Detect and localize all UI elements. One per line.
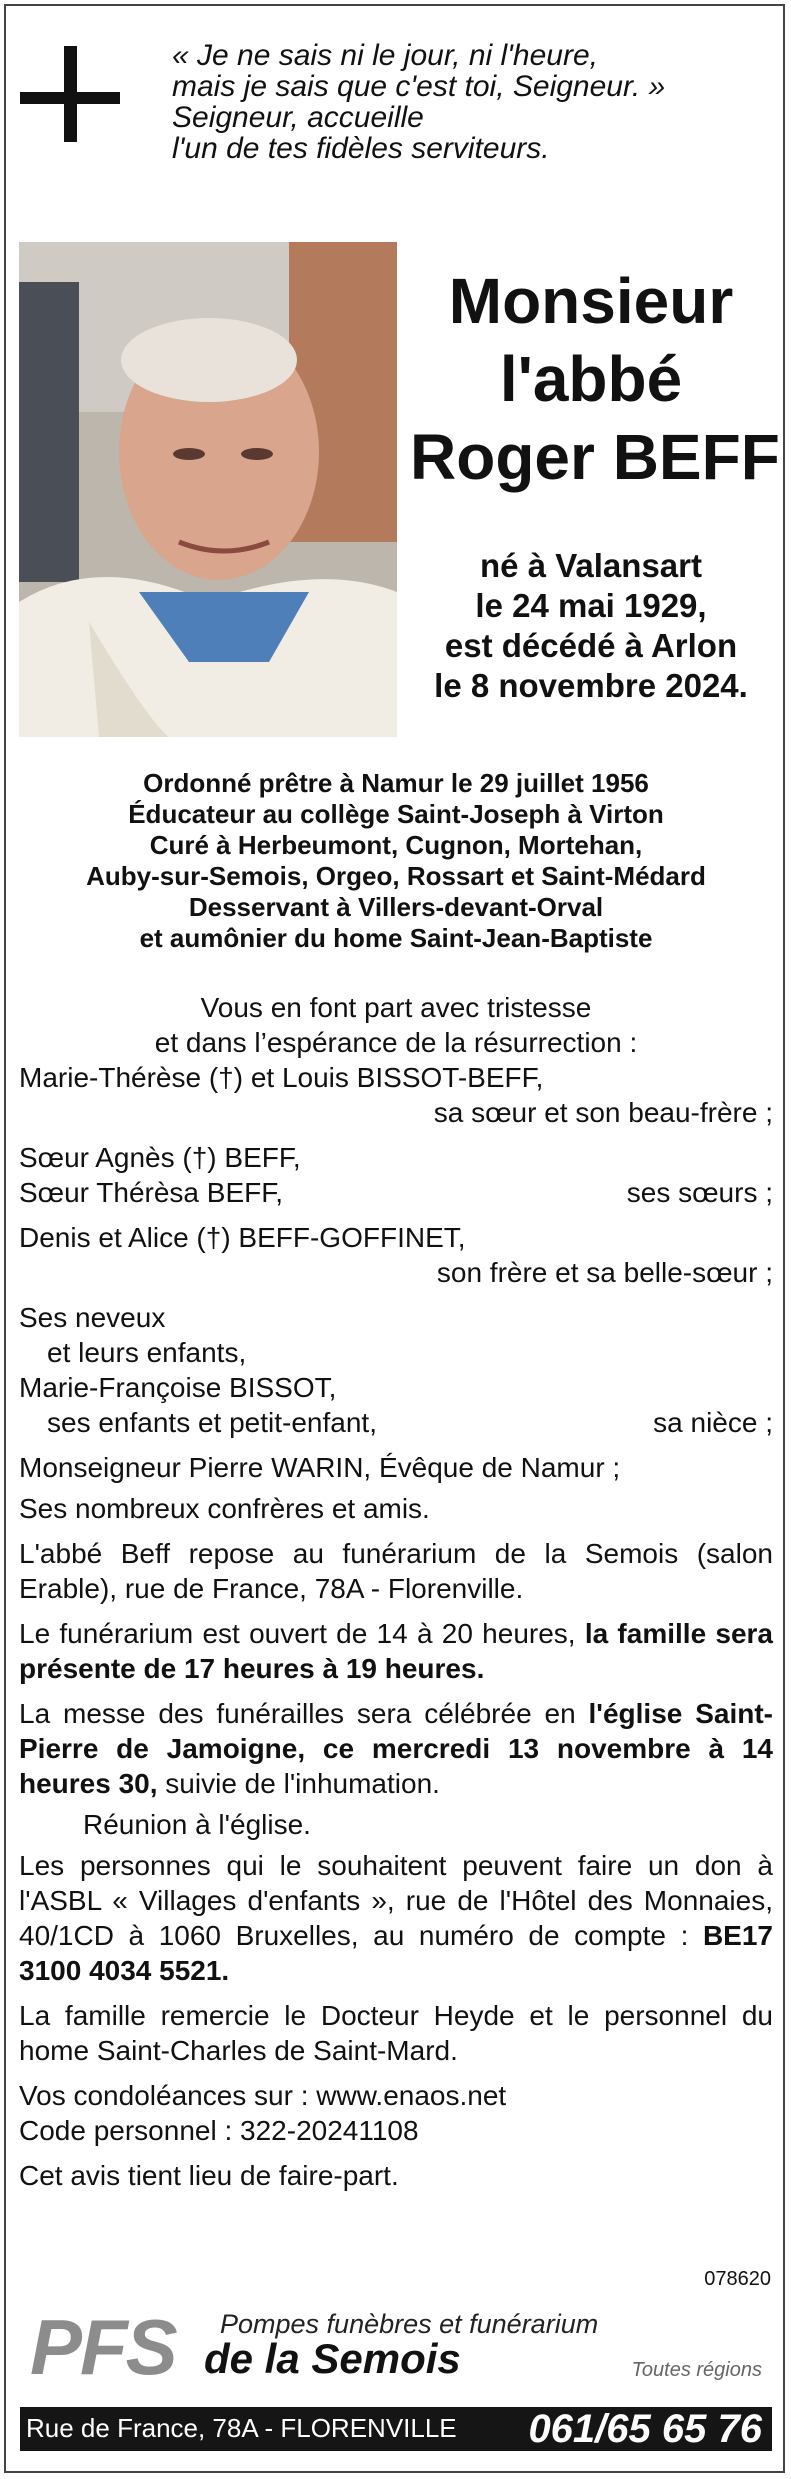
announce-line: et dans l’espérance de la résurrection : (154, 1027, 638, 1058)
announce-line: Vous en font part avec tristesse (200, 992, 592, 1023)
footer-phone: 061/65 65 76 (528, 2407, 762, 2451)
cross-icon (20, 46, 120, 142)
footer-address: Rue de France, 78A - FLORENVILLE (26, 2413, 457, 2443)
footer-regions: Toutes régions (631, 2359, 762, 2381)
footer-company: de la Semois (204, 2335, 461, 2382)
family-relation: sa nièce ; (653, 1407, 773, 1438)
info-paragraph: Cet avis tient lieu de faire-part. (19, 2160, 399, 2191)
family-relation: son frère et sa belle-sœur ; (436, 1257, 773, 1288)
info-paragraph: La famille remercie le Docteur Heyde et le personnel du home Saint-Charles de Saint-Mard. (19, 2000, 773, 2066)
family-relation: sa sœur et son beau-frère ; (433, 1097, 773, 1128)
footer-bar (20, 2407, 772, 2451)
family-name: Monseigneur Pierre WARIN, Évêque de Namur ; (19, 1452, 621, 1483)
family-sub: et leurs enfants, (47, 1337, 247, 1368)
info-paragraph: La messe des funérailles sera célébrée en l'église Saint-Pierre de Jamoigne, ce mercredi 13 novembre à 14 heures 30, suivie de l'inhumation. (19, 1698, 774, 1799)
footer-tagline: Pompes funèbres et funérarium (220, 2309, 599, 2339)
info-paragraph: Les personnes qui le souhaitent peuvent faire un don à l'ASBL « Villages d'enfants », rue de l'Hôtel des Monnaies, 40/1CD à 1060 Bruxelles, au numéro de compte : BE17 3100 4034 5521. (19, 1850, 773, 1986)
funeral-home-footer (20, 2297, 772, 2457)
birth-line: est décédé à Arlon (444, 627, 738, 664)
bio-line: Auby-sur-Semois, Orgeo, Rossart et Saint-Médard (86, 861, 706, 891)
bio-line: Desservant à Villers-devant-Orval (188, 892, 604, 922)
birth-line: le 8 novembre 2024. (434, 667, 748, 704)
personal-code: Code personnel : 322-20241108 (19, 2115, 419, 2146)
family-name: Sœur Thérèsa BEFF, (19, 1177, 284, 1208)
birth-line: né à Valansart (480, 547, 702, 584)
family-name: Marie-Françoise BISSOT, (19, 1372, 337, 1403)
family-name: Ses nombreux confrères et amis. (19, 1493, 430, 1524)
family-name: Sœur Agnès (†) BEFF, (19, 1142, 301, 1173)
condolences-link: Vos condoléances sur : www.enaos.net (19, 2080, 507, 2111)
reference-number: 078620 (704, 2268, 771, 2290)
family-sub: ses enfants et petit-enfant, (47, 1407, 377, 1438)
notice-body (19, 990, 773, 2193)
portrait-photo (19, 242, 397, 737)
family-row (19, 1405, 773, 1440)
name-line: l'abbé (499, 343, 683, 415)
quote-line: « Je ne sais ni le jour, ni l'heure, (172, 39, 598, 72)
deceased-name (410, 262, 780, 496)
quote-line: mais je sais que c'est toi, Seigneur. » (172, 70, 666, 103)
family-name: Marie-Thérèse (†) et Louis BISSOT-BEFF, (19, 1062, 544, 1093)
family-relation: ses sœurs ; (626, 1177, 773, 1208)
pfs-logo: PFS (30, 2303, 176, 2391)
info-paragraph: Le funérarium est ouvert de 14 à 20 heures, la famille sera présente de 17 heures à 19 heures. (19, 1618, 774, 1684)
family-name: Ses neveux (19, 1302, 166, 1333)
bio-line: et aumônier du home Saint-Jean-Baptiste (139, 923, 653, 953)
info-paragraph: L'abbé Beff repose au funérarium de la Semois (salon Erable), rue de France, 78A - Florenville. (19, 1538, 773, 1604)
birth-line: le 24 mai 1929, (475, 587, 707, 624)
family-row (19, 1175, 773, 1210)
bio-line: Éducateur au collège Saint-Joseph à Virton (128, 799, 664, 829)
quote-line: l'un de tes fidèles serviteurs. (172, 132, 550, 165)
quote-line: Seigneur, accueille (172, 101, 424, 134)
info-paragraph: Réunion à l'église. (83, 1809, 311, 1840)
quote-block (172, 40, 772, 164)
name-line: Monsieur (448, 265, 734, 337)
bio-line: Ordonné prêtre à Namur le 29 juillet 1956 (143, 768, 649, 798)
birth-death-info (410, 546, 772, 706)
family-name: Denis et Alice (†) BEFF-GOFFINET, (19, 1222, 466, 1253)
bio-line: Curé à Herbeumont, Cugnon, Mortehan, (149, 830, 643, 860)
name-line: Roger BEFF (410, 421, 780, 493)
biography (20, 768, 772, 954)
